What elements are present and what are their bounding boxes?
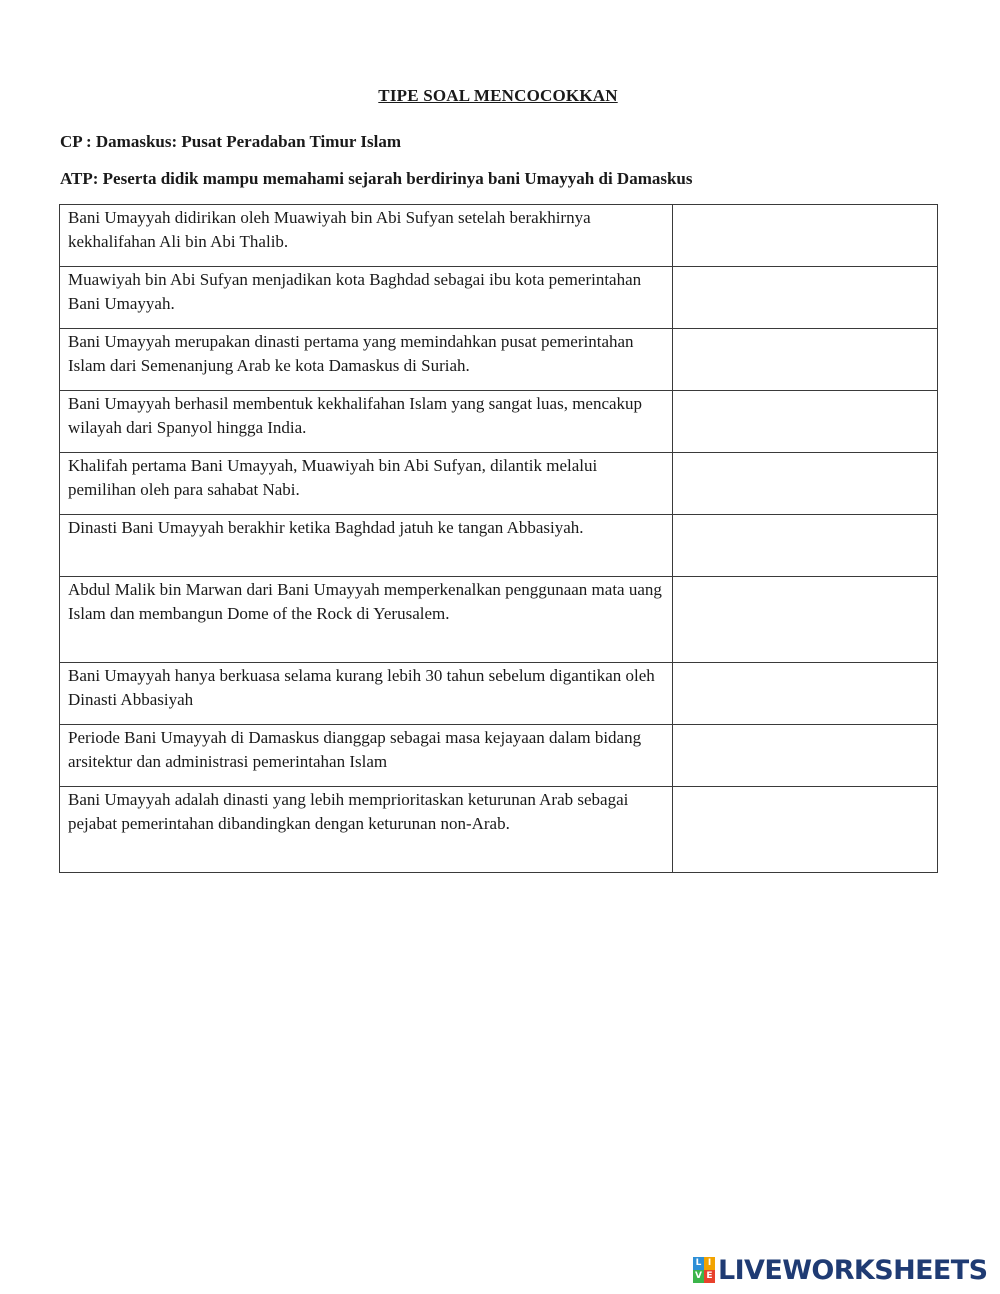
liveworksheets-logo — [693, 1254, 987, 1286]
liveworksheets-logo-icon — [693, 1257, 715, 1283]
atp-heading: ATP: Peserta didik mampu memahami sejarah berdirinya bani Umayyah di Damaskus — [60, 169, 693, 188]
logo-letter-v: V — [693, 1270, 704, 1283]
logo-wordmark: LIVEWORKSHEETS — [718, 1254, 988, 1286]
table-row — [60, 725, 938, 787]
statement-cell: Bani Umayyah berhasil membentuk kekhalifahan Islam yang sangat luas, mencakup wilayah dari Spanyol hingga India. — [60, 391, 673, 453]
statement-cell: Bani Umayyah adalah dinasti yang lebih memprioritaskan keturunan Arab sebagai pejabat pemerintahan dibandingkan dengan keturunan non-Arab. — [60, 787, 673, 873]
answer-drop-zone[interactable] — [673, 453, 938, 515]
statement-cell: Periode Bani Umayyah di Damaskus dianggap sebagai masa kejayaan dalam bidang arsitektur dan administrasi pemerintahan Islam — [60, 725, 673, 787]
statement-cell: Bani Umayyah didirikan oleh Muawiyah bin Abi Sufyan setelah berakhirnya kekhalifahan Ali bin Abi Thalib. — [60, 205, 673, 267]
answer-drop-zone[interactable] — [673, 205, 938, 267]
answer-drop-zone[interactable] — [673, 391, 938, 453]
statement-cell: Bani Umayyah hanya berkuasa selama kurang lebih 30 tahun sebelum digantikan oleh Dinasti Abbasiyah — [60, 663, 673, 725]
statement-cell: Bani Umayyah merupakan dinasti pertama yang memindahkan pusat pemerintahan Islam dari Semenanjung Arab ke kota Damaskus di Suriah. — [60, 329, 673, 391]
statement-cell: Dinasti Bani Umayyah berakhir ketika Baghdad jatuh ke tangan Abbasiyah. — [60, 515, 673, 577]
answer-drop-zone[interactable] — [673, 787, 938, 873]
table-row — [60, 515, 938, 577]
logo-letter-e: E — [704, 1270, 715, 1283]
statement-cell: Khalifah pertama Bani Umayyah, Muawiyah bin Abi Sufyan, dilantik melalui pemilihan oleh para sahabat Nabi. — [60, 453, 673, 515]
answer-drop-zone[interactable] — [673, 515, 938, 577]
document-title: TIPE SOAL MENCOCOKKAN — [378, 86, 618, 105]
answer-drop-zone[interactable] — [673, 329, 938, 391]
table-row — [60, 787, 938, 873]
logo-letter-i: I — [704, 1257, 715, 1270]
table-row — [60, 329, 938, 391]
cp-heading: CP : Damaskus: Pusat Peradaban Timur Islam — [60, 132, 401, 151]
table-row — [60, 267, 938, 329]
table-row — [60, 577, 938, 663]
answer-drop-zone[interactable] — [673, 663, 938, 725]
logo-letter-l: L — [693, 1257, 704, 1270]
table-row — [60, 391, 938, 453]
answer-drop-zone[interactable] — [673, 725, 938, 787]
table-row — [60, 205, 938, 267]
statement-cell: Muawiyah bin Abi Sufyan menjadikan kota Baghdad sebagai ibu kota pemerintahan Bani Umayyah. — [60, 267, 673, 329]
statement-cell: Abdul Malik bin Marwan dari Bani Umayyah memperkenalkan penggunaan mata uang Islam dan membangun Dome of the Rock di Yerusalem. — [60, 577, 673, 663]
table-row — [60, 453, 938, 515]
answer-drop-zone[interactable] — [673, 577, 938, 663]
table-row — [60, 663, 938, 725]
answer-drop-zone[interactable] — [673, 267, 938, 329]
matching-table — [59, 204, 938, 873]
